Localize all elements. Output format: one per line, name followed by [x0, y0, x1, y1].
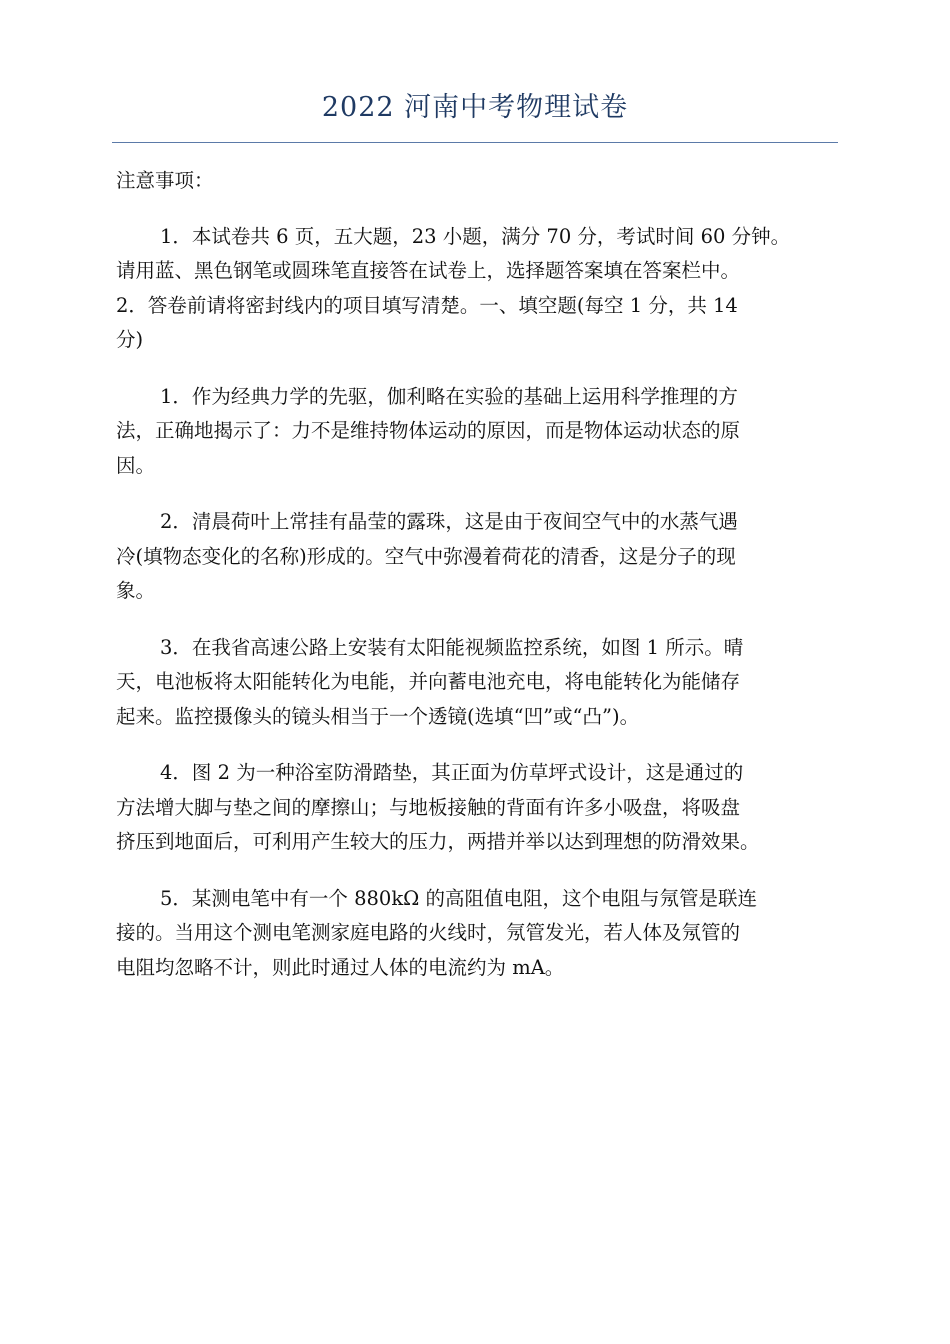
- question-3: [116, 631, 851, 735]
- question-line: 电阻均忽略不计，则此时通过人体的电流约为 mA。: [116, 955, 565, 979]
- page-title: 2022 河南中考物理试卷: [321, 92, 629, 123]
- question-5: [116, 882, 851, 986]
- question-line: 2．清晨荷叶上常挂有晶莹的露珠，这是由于夜间空气中的水蒸气遇: [160, 510, 738, 533]
- question-line: 因。: [116, 453, 156, 477]
- question-2: [116, 505, 851, 609]
- question-1: [116, 380, 851, 484]
- notice-block: [116, 220, 851, 358]
- question-line: 4．图 2 为一种浴室防滑踏垫，其正面为仿草坪式设计，这是通过的: [160, 761, 744, 784]
- question-line: 3．在我省高速公路上安装有太阳能视频监控系统，如图 1 所示。晴: [160, 635, 744, 659]
- notice-heading: 注意事项：: [116, 169, 214, 192]
- question-line: 1．作为经典力学的先驱，伽利略在实验的基础上运用科学推理的方: [160, 384, 738, 408]
- question-line: 起来。监控摄像头的镜头相当于一个透镜(选填“凹”或“凸”)。: [116, 704, 640, 728]
- document-body: [116, 164, 851, 985]
- question-line: 5．某测电笔中有一个 880kΩ 的高阻值电阻，这个电阻与氖管是联连: [160, 886, 758, 910]
- question-line: 象。: [116, 579, 156, 602]
- question-line: 天，电池板将太阳能转化为电能，并向蓄电池充电，将电能转化为能储存: [116, 670, 741, 693]
- question-4: [116, 756, 851, 860]
- question-line: 接的。当用这个测电笔测家庭电路的火线时，氖管发光，若人体及氖管的: [116, 921, 741, 944]
- question-line: 法，正确地揭示了：力不是维持物体运动的原因，而是物体运动状态的原: [116, 419, 741, 442]
- question-line: 方法增大脚与垫之间的摩擦山；与地板接触的背面有许多小吸盘，将吸盘: [116, 795, 741, 819]
- question-line: 冷(填物态变化的名称)形成的。空气中弥漫着荷花的清香，这是分子的现: [116, 544, 736, 568]
- notice-line: 分): [116, 328, 144, 351]
- title-divider: [112, 142, 838, 143]
- question-line: 挤压到地面后，可利用产生较大的压力，两措并举以达到理想的防滑效果。: [116, 830, 760, 853]
- notice-line: 1．本试卷共 6 页，五大题，23 小题，满分 70 分，考试时间 60 分钟。: [160, 224, 791, 248]
- notice-line: 请用蓝、黑色钢笔或圆珠笔直接答在试卷上，选择题答案填在答案栏中。: [116, 259, 741, 282]
- notice-line: 2．答卷前请将密封线内的项目填写清楚。一、填空题(每空 1 分，共 14: [116, 293, 738, 317]
